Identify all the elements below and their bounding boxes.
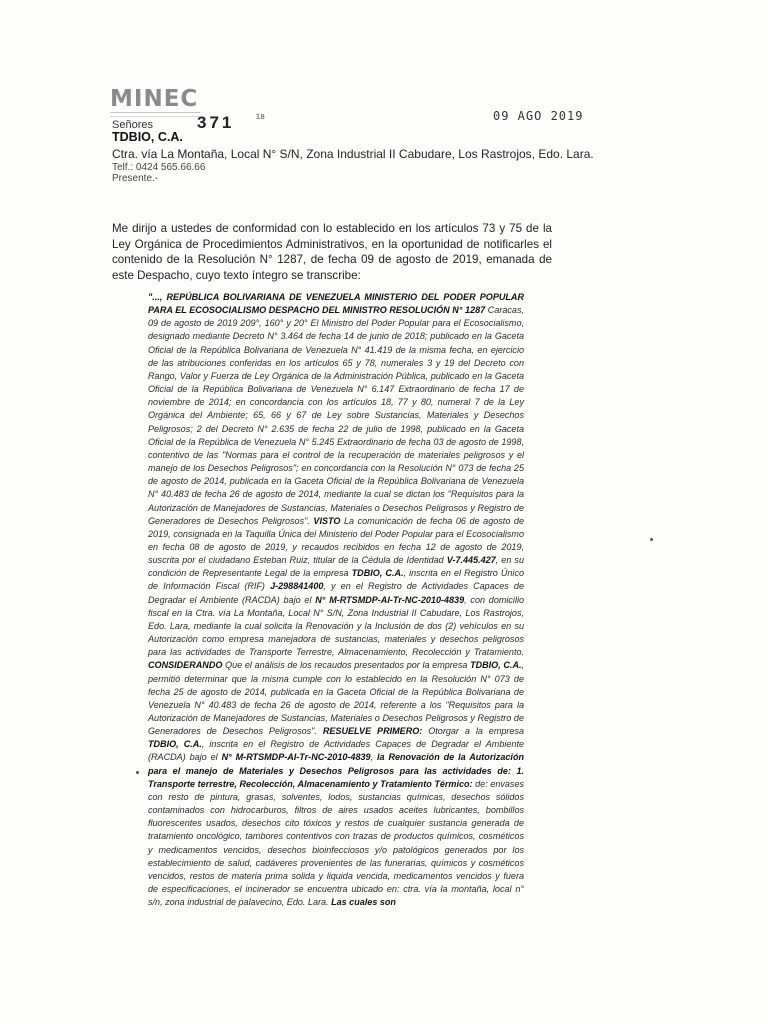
transcript-segment: , con domicilio fiscal en la Ctra. vía La Montaña, Local N° S/N, Zona Industrial II Cabudare, Los Rastrojos, Edo. Lara, mediante la cual solicita la Renovación y la Inclusión de dos (2) vehículos en su Autorización como empresa manejadora de sustancias, materiales y desechos peligrosos para las actividades de Transporte Terrestre, Almacenamiento, Recolección y Tratamiento. <box>148 594 524 658</box>
recipient-address: Ctra. vía La Montaña, Local N° S/N, Zona Industrial II Cabudare, Los Rastrojos, Edo. Lara. <box>112 147 594 161</box>
transcript-segment: , y en el Registro de Actividades Capaces de Degradar el Ambiente (RACDA) bajo el <box>148 581 524 605</box>
transcript-segment: de: envases con resto de pintura, grasas, solventes, lodos, sustancias químicas, desechos sólidos contaminados con hidrocarburos, filtros de aires usados aceites lubricantes, bombillos fluorescentes usados, desechos cito tóxicos y restos de cualquier sustancia generada de tratamiento oncológico, tambores contentivos con trazas de productos químicos, cosméticos y medicamentos vencidos, desechos bioinfecciosos y/o patológicos generados por los establecimiento de salud, cadáveres provenientes de las funerarias, químicos y cosméticos vencidos, restos de materia prima solida y liquida vencida, medicamentos vencidos y fuera de especificaciones, el incinerador se encuentra ubicado en: ctra. vía la montaña, local n° s/n, zona industrial de palavecino, Edo. Lara. <box>148 778 524 908</box>
transcript-segment: , inscrita en el Registro Único de Información Fiscal (RIF) <box>148 568 525 592</box>
logo-underline <box>110 112 200 117</box>
reference-number: 371 <box>197 113 235 132</box>
transcript-bold-segment: V-7.445.427 <box>446 555 496 566</box>
transcript-bold-segment: TDBIO, C.A. <box>470 660 522 671</box>
stamp-mark: ⁠¹⁸ <box>256 111 266 125</box>
transcript-bold-segment: Las cuales son <box>331 897 396 908</box>
transcript-bold-segment: RESUELVE PRIMERO: <box>322 726 429 737</box>
transcript-segment: , inscrita en el Registro de Actividades Capaces de Degradar el Ambiente (RACDA) bajo el <box>148 739 524 763</box>
resolution-transcript <box>148 291 524 909</box>
scan-speck <box>650 538 653 541</box>
transcript-bold-segment: TDBIO, C.A. <box>351 568 404 579</box>
recipient-phone: Telf.: 0424 565.66.66 <box>112 162 206 173</box>
transcript-segment: Que el análisis de los recaudos presentados por la empresa <box>225 660 471 671</box>
margin-dot <box>136 771 139 774</box>
transcript-bold-segment: J-298841400 <box>270 581 324 592</box>
intro-paragraph: Me dirijo a ustedes de conformidad con lo establecido en los artículos 73 y 75 de la Ley Orgánica de Procedimientos Administrativos, en la oportunidad de notificarles el contenido de la Resolución N° 1287, de fecha 09 de agosto de 2019, emanada de este Despacho, cuyo texto íntegro se transcribe: <box>112 222 552 282</box>
recipient-greeting: Señores <box>112 119 153 131</box>
transcript-segment: La comunicación de fecha 06 de agosto de 2019, consignada en la Taquilla Única del Ministerio del Poder Popular para el Ecosocialismo en fecha 08 de agosto de 2019, y recaudos recibidos en fecha 12 de agosto de 2019, suscrita por el ciudadano Esteban Ruiz, titular de la Cédula de Identidad <box>148 515 524 566</box>
ministry-logo: MINEC <box>110 86 199 112</box>
recipient-presente: Presente.- <box>112 173 159 184</box>
transcript-segment: , permitió determinar que la misma cumple con lo establecido en la Resolución N° 073 de fecha 25 de agosto de 2014, publicada en la Gaceta Oficial de la República Bolivariana de Venezuela N° 40.483 de fecha 26 de agosto de 2014, referente a los "Requisitos para la Autorización de Manejadores de Sustancias, Materiales o Desechos Peligrosos y Registro de Generadores de Desechos Peligrosos". <box>148 660 525 737</box>
transcript-segment: Otorgar a la empresa <box>428 726 525 737</box>
transcript-bold-segment: la Renovación de la Autorización para el manejo de Materiales y Desechos Peligrosos para las actividades de: 1. Transporte terrestre, Recolección, Almacenamiento y Tratamiento Térmico: <box>148 752 525 789</box>
date-stamp: 09 AGO 2019 <box>493 109 584 123</box>
transcript-bold-segment: N° M-RTSMDP-AI-Tr-NC-2010-4839 <box>221 752 371 763</box>
transcript-bold-segment: "..., REPÚBLICA BOLIVARIANA DE VENEZUELA MINISTERIO DEL PODER POPULAR PARA EL ECOSOCIALISMO DESPACHO DEL MINISTRO RESOLUCIÓN N° 1287 <box>148 292 524 316</box>
transcript-bold-segment: TDBIO, C.A. <box>148 739 202 750</box>
transcript-segment: , en su condición de Representante Legal de la empresa <box>148 555 524 579</box>
transcript-segment: , <box>370 752 377 763</box>
recipient-company: TDBIO, C.A. <box>112 130 183 144</box>
transcript-bold-segment: VISTO <box>313 515 344 526</box>
transcript-segment: Caracas, 09 de agosto de 2019 209°, 160° y 20° El Ministro del Poder Popular para el Ecosocialismo, designado mediante Decreto N° 3.464 de fecha 14 de junio de 2018; publicado en la Gaceta Oficial de la República Bolivariana de Venezuela N° 41.419 de la misma fecha, en ejercicio de las atribuciones conferidas en los artículos 65 y 78, numerales 3 y 19 del Decreto con Rango, Valor y Fuerza de Ley Orgánica de la Administración Pública, publicado en la Gaceta Oficial de la República Bolivariana de Venezuela N° 6.147 Extraordinario de fecha 17 de noviembre de 2014; en concordancia con los artículos 18, 77 y 80, numeral 7 de la Ley Orgánica del Ambiente; 65, 66 y 67 de Ley sobre Sustancias, Materiales y Desechos Peligrosos; 2 del Decreto N° 2.635 de fecha 22 de julio de 1998, publicado en la Gaceta Oficial de la República de Venezuela N° 5.245 Extraordinario de fecha 03 de agosto de 1998, contentivo de las "Normas para el control de la recuperación de materiales peligrosos y el manejo de los Desechos Peligrosos"; en concordancia con la Resolución N° 073 de fecha 25 de agosto de 2014, publicada en la Gaceta Oficial de la República Bolivariana de Venezuela N° 40.483 de fecha 26 de agosto de 2014, mediante la cual se dictan los "Requisitos para la Autorización de Manejadores de Sustancias, Materiales o Desechos Peligrosos y Registro de Generadores de Desechos Peligrosos". <box>148 305 524 526</box>
transcript-bold-segment: N° M-RTSMDP-AI-Tr-NC-2010-4839 <box>315 594 465 605</box>
transcript-bold-segment: CONSIDERANDO <box>148 660 226 671</box>
